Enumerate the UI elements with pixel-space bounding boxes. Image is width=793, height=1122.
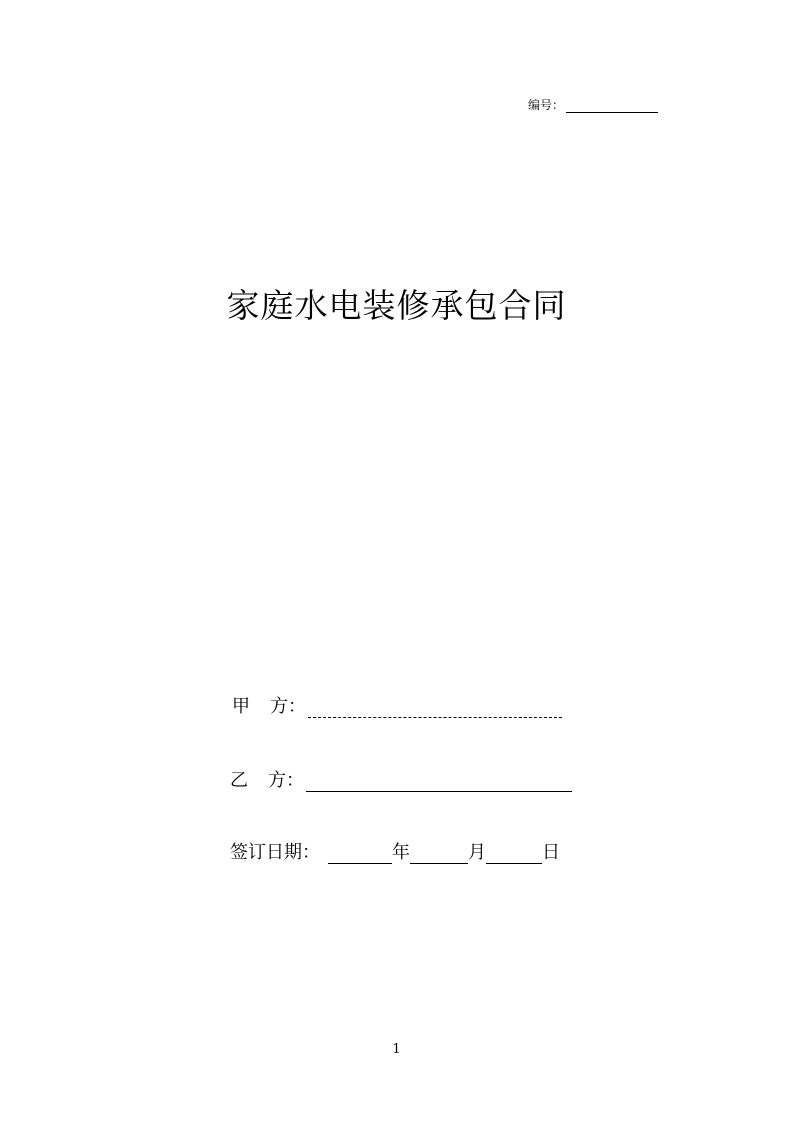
document-number-blank [566,100,658,113]
sign-date-month-label: 月 [468,842,486,863]
party-a-label-second: 方： [270,696,306,717]
party-b-row [230,766,572,792]
sign-date-month-blank [410,847,468,864]
party-a-row [232,692,562,718]
party-b-label-first: 乙 [230,770,248,791]
party-b-label-second: 方： [268,770,304,791]
sign-date-year-blank [328,847,392,864]
sign-date-day-label: 日 [542,842,560,863]
party-b-blank [306,775,572,792]
sign-date-label: 签订日期： [230,842,320,863]
contract-title: 家庭水电装修承包合同 [226,286,567,325]
page-number: 1 [392,1042,401,1057]
document-number-label: 编号： [528,98,565,112]
sign-date-day-blank [486,847,542,864]
party-a-blank [308,701,562,718]
party-a-label-first: 甲 [232,696,250,717]
sign-date-year-label: 年 [392,842,410,863]
sign-date-row [230,838,560,864]
document-number [528,96,658,113]
